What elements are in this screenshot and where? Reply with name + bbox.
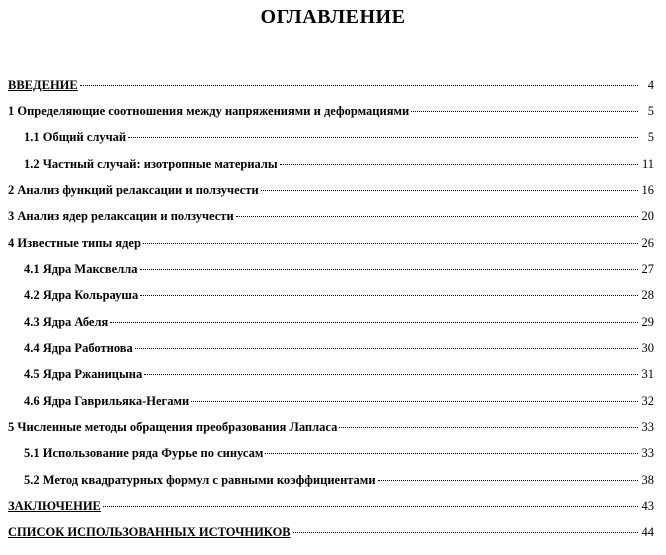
toc-entry-section-1-2[interactable]: [24, 157, 654, 177]
toc-entry-page: 31: [641, 367, 654, 381]
toc-entry-label[interactable]: 5 Численные методы обращения преобразования Лапласа: [8, 420, 338, 434]
toc-entry-page: 27: [641, 262, 654, 276]
toc-entry-chapter-4[interactable]: [8, 236, 654, 256]
toc-leader-dots: [135, 347, 638, 349]
toc-leader-dots: [140, 294, 638, 296]
toc-entry-label[interactable]: 5.1 Использование ряда Фурье по синусам: [24, 446, 264, 460]
toc-entry-page: 16: [641, 183, 654, 197]
toc-entry-label[interactable]: 4.5 Ядра Ржаницына: [24, 367, 143, 381]
toc-entry-label[interactable]: 4.2 Ядра Кольрауша: [24, 288, 139, 302]
toc-entry-page: 20: [641, 209, 654, 223]
toc-leader-dots: [411, 110, 638, 112]
toc-leader-dots: [103, 505, 638, 507]
toc-entry-label[interactable]: 1 Определяющие соотношения между напряжениями и деформациями: [8, 104, 410, 118]
toc-leader-dots: [110, 321, 638, 323]
toc-entry-page: 26: [641, 236, 654, 250]
toc-entry-section-5-1[interactable]: [24, 446, 654, 466]
toc-entry-label[interactable]: 4 Известные типы ядер: [8, 236, 141, 250]
toc-entry-chapter-1[interactable]: [8, 104, 654, 124]
toc-entry-label[interactable]: ВВЕДЕНИЕ: [8, 78, 78, 92]
toc-entry-section-4-4[interactable]: [24, 341, 654, 361]
toc-entry-label[interactable]: 3 Анализ ядер релаксации и ползучести: [8, 209, 234, 223]
toc-leader-dots: [191, 400, 638, 402]
toc-entry-label[interactable]: 1.1 Общий случай: [24, 130, 127, 144]
toc-leader-dots: [140, 268, 639, 270]
toc-entry-page: 30: [641, 341, 654, 355]
toc-leader-dots: [265, 452, 638, 454]
toc-entry-page: 5: [647, 104, 654, 118]
toc-entry-section-4-5[interactable]: [24, 367, 654, 387]
toc-entry-label[interactable]: 5.2 Метод квадратурных формул с равными коэффициентами: [24, 473, 376, 487]
toc-entry-page: 4: [647, 78, 654, 92]
toc-entry-chapter-2[interactable]: [8, 183, 654, 203]
toc-entry-section-4-6[interactable]: [24, 394, 654, 414]
toc-entry-introduction[interactable]: [8, 78, 654, 98]
toc-entry-label[interactable]: 1.2 Частный случай: изотропные материалы: [24, 157, 278, 171]
toc-entry-label[interactable]: 2 Анализ функций релаксации и ползучести: [8, 183, 259, 197]
toc-entry-page: 5: [647, 130, 654, 144]
toc-entry-page: 11: [641, 157, 654, 171]
toc-entry-page: 32: [641, 394, 654, 408]
toc-entry-chapter-3[interactable]: [8, 209, 654, 229]
toc-leader-dots: [339, 426, 638, 428]
toc-entry-conclusion[interactable]: [8, 499, 654, 519]
toc-entry-section-1-1[interactable]: [24, 130, 654, 150]
toc-entry-references[interactable]: [8, 525, 654, 545]
toc-leader-dots: [144, 373, 638, 375]
toc-entry-label[interactable]: 4.6 Ядра Гаврильяка-Негами: [24, 394, 190, 408]
toc-entry-label[interactable]: 4.4 Ядра Работнова: [24, 341, 133, 355]
toc-entry-page: 44: [641, 525, 654, 539]
toc-entry-section-4-2[interactable]: [24, 288, 654, 308]
toc-entry-label[interactable]: ЗАКЛЮЧЕНИЕ: [8, 499, 101, 513]
toc-entry-label[interactable]: 4.3 Ядра Абеля: [24, 315, 109, 329]
toc-entry-section-4-3[interactable]: [24, 315, 654, 335]
toc-entry-page: 38: [641, 473, 654, 487]
toc-entry-section-5-2[interactable]: [24, 473, 654, 493]
toc-entry-label[interactable]: 4.1 Ядра Максвелла: [24, 262, 138, 276]
toc-leader-dots: [293, 531, 638, 533]
toc-entry-page: 33: [641, 420, 654, 434]
toc-entry-page: 28: [641, 288, 654, 302]
toc-entry-label[interactable]: СПИСОК ИСПОЛЬЗОВАННЫХ ИСТОЧНИКОВ: [8, 525, 291, 539]
toc-entry-section-4-1[interactable]: [24, 262, 654, 282]
toc-leader-dots: [236, 215, 638, 217]
toc-entry-page: 29: [641, 315, 654, 329]
toc-leader-dots: [378, 479, 638, 481]
toc-leader-dots: [128, 136, 638, 138]
toc-leader-dots: [261, 189, 638, 191]
toc-entry-page: 43: [641, 499, 654, 513]
page-title: ОГЛАВЛЕНИЕ: [260, 6, 406, 28]
toc-entry-chapter-5[interactable]: [8, 420, 654, 440]
toc-leader-dots: [143, 242, 638, 244]
toc-leader-dots: [280, 163, 638, 165]
toc-entry-page: 33: [641, 446, 654, 460]
toc-leader-dots: [80, 84, 638, 86]
